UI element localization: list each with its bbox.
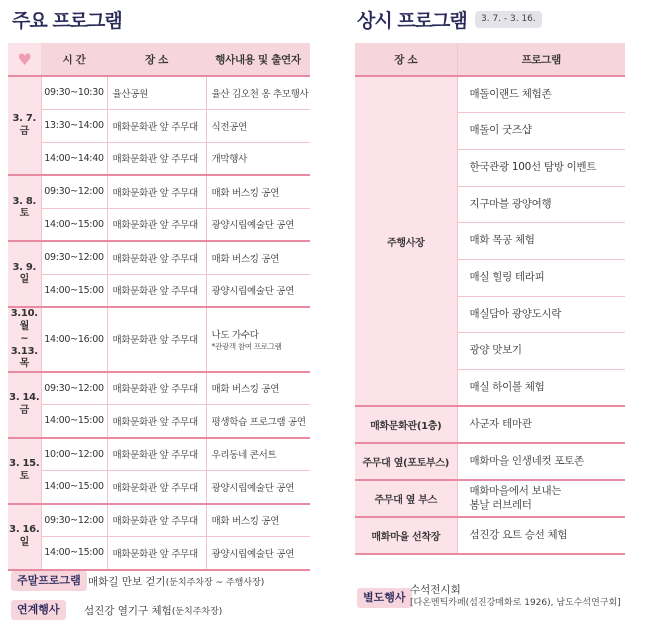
content-text: 우리동네 콘서트 [211,450,277,462]
content-cell [206,537,310,570]
content-cell [206,307,310,372]
content-text: 율산 김오천 옹 추모행사 [211,88,309,100]
content-text: 평생학습 프로그램 공연 [211,416,306,428]
time-cell: 09:30~12:00 [41,175,107,208]
main-schedule-table [8,43,310,571]
program-cell: 매화마을에서 보내는 봄날 러브레터 [457,480,625,517]
schedule-row [8,274,310,307]
day-label: 3. 14. 금 [8,372,41,438]
header-content: 행사내용 및 출연자 [206,43,310,76]
main-program-title: 주요 프로그램 [12,10,122,32]
program-cell: 광양 맛보기 [457,333,625,370]
content-text: 매화 버스킹 공연 [211,187,280,199]
time-cell: 09:30~12:00 [41,504,107,537]
program-cell: 매화마을 인생네컷 포토존 [457,443,625,480]
schedule-row [8,175,310,208]
content-cell [206,471,310,504]
content-cell [206,208,310,241]
program-cell: 매실 하이볼 체험 [457,370,625,407]
day-label: 3. 16. 일 [8,504,41,570]
schedule-row [8,537,310,570]
content-text: 나도 가수다 [211,329,259,341]
time-cell: 14:00~14:40 [41,142,107,175]
content-cell [206,175,310,208]
content-cell [206,109,310,142]
content-cell [206,274,310,307]
time-cell: 09:30~10:30 [41,76,107,109]
day-label: 3. 9. 일 [8,241,41,307]
program-row [355,76,625,113]
place-cell: 매화문화관 앞 주무대 [107,438,206,471]
program-cell: 섬진강 요트 승선 체험 [457,517,625,554]
place-cell: 매화문화관 앞 주무대 [107,307,206,372]
permanent-program-table [355,43,625,555]
header-program: 프로그램 [457,43,625,76]
content-text: 매화 버스킹 공연 [211,253,280,265]
venue-label: 주무대 옆 부스 [355,480,457,517]
content-text: 광양시립예술단 공연 [211,220,295,232]
program-cell: 매돌이 굿즈샵 [457,113,625,150]
schedule-row [8,405,310,438]
content-cell [206,372,310,405]
header-venue: 장 소 [355,43,457,76]
program-cell: 사군자 테마관 [457,406,625,443]
place-cell: 율산공원 [107,76,206,109]
schedule-row [8,372,310,405]
schedule-row [8,142,310,175]
place-cell: 매화문화관 앞 주무대 [107,175,206,208]
place-cell: 매화문화관 앞 주무대 [107,372,206,405]
content-note: *관광객 참여 프로그램 [211,341,282,351]
header-time: 시 간 [41,43,107,76]
program-row [355,480,625,517]
program-row [355,406,625,443]
program-cell: 매실 힐링 테라피 [457,259,625,296]
schedule-row [8,504,310,537]
program-cell: 지구마블 광양여행 [457,186,625,223]
time-cell: 09:30~12:00 [41,372,107,405]
linked-event-text: 섬진강 열기구 체험(둔치주차장) [84,605,223,617]
content-text: 광양시립예술단 공연 [211,548,295,560]
content-cell [206,241,310,274]
content-cell [206,405,310,438]
day-label: 3. 7. 금 [8,76,41,175]
content-text: 개막행사 [211,154,248,166]
content-text: 매화 버스킹 공연 [211,384,280,396]
venue-label: 주무대 옆(포토부스) [355,443,457,480]
time-cell: 14:00~15:00 [41,471,107,504]
schedule-row [8,438,310,471]
permanent-program-title: 상시 프로그램 [357,10,467,32]
place-cell: 매화문화관 앞 주무대 [107,405,206,438]
heart-icon: ♥ [8,43,41,76]
schedule-row [8,76,310,109]
time-cell: 13:30~14:00 [41,109,107,142]
place-cell: 매화문화관 앞 주무대 [107,274,206,307]
content-cell [206,438,310,471]
place-cell: 매화문화관 앞 주무대 [107,537,206,570]
special-event-tag: 별도행사 [357,588,412,608]
time-cell: 14:00~15:00 [41,274,107,307]
place-cell: 매화문화관 앞 주무대 [107,109,206,142]
place-cell: 매화문화관 앞 주무대 [107,471,206,504]
venue-label: 주행사장 [355,76,457,406]
content-cell [206,142,310,175]
program-cell: 한국관광 100선 탐방 이벤트 [457,149,625,186]
venue-label: 매화문화관(1층) [355,406,457,443]
place-cell: 매화문화관 앞 주무대 [107,241,206,274]
time-cell: 14:00~15:00 [41,405,107,438]
day-label: 3. 8. 토 [8,175,41,241]
time-cell: 10:00~12:00 [41,438,107,471]
schedule-row [8,471,310,504]
header-place: 장 소 [107,43,206,76]
schedule-row [8,109,310,142]
time-cell: 09:30~12:00 [41,241,107,274]
place-cell: 매화문화관 앞 주무대 [107,504,206,537]
day-label: 3.10.월 ~ 3.13.목 [8,307,41,372]
time-cell: 14:00~15:00 [41,208,107,241]
place-cell: 매화문화관 앞 주무대 [107,142,206,175]
content-cell [206,76,310,109]
linked-event-tag: 연계행사 [11,600,66,620]
content-text: 매화 버스킹 공연 [211,516,280,528]
schedule-row [8,208,310,241]
weekend-program-tag: 주말프로그램 [11,571,87,591]
day-label: 3. 15. 토 [8,438,41,504]
content-text: 광양시립예술단 공연 [211,286,295,298]
program-cell: 매화 목공 체험 [457,223,625,260]
content-text: 광양시립예술단 공연 [211,482,295,494]
program-cell: 매돌이랜드 체험존 [457,76,625,113]
time-cell: 14:00~16:00 [41,307,107,372]
venue-label: 매화마을 선착장 [355,517,457,554]
program-cell: 매실담아 광양도시락 [457,296,625,333]
time-cell: 14:00~15:00 [41,537,107,570]
content-text: 식전공연 [211,121,248,133]
weekend-program-text: 매화길 만보 걷기(둔치주차장 ~ 주행사장) [88,576,265,588]
schedule-row [8,307,310,372]
date-range-badge: 3. 7. - 3. 16. [475,11,542,28]
program-row [355,443,625,480]
place-cell: 매화문화관 앞 주무대 [107,208,206,241]
special-event-text: 수석전시회 [다온멘틱카페(섬진강매화로 1926), 남도수석연구회] [410,584,621,608]
schedule-row [8,241,310,274]
program-row [355,517,625,554]
content-cell [206,504,310,537]
